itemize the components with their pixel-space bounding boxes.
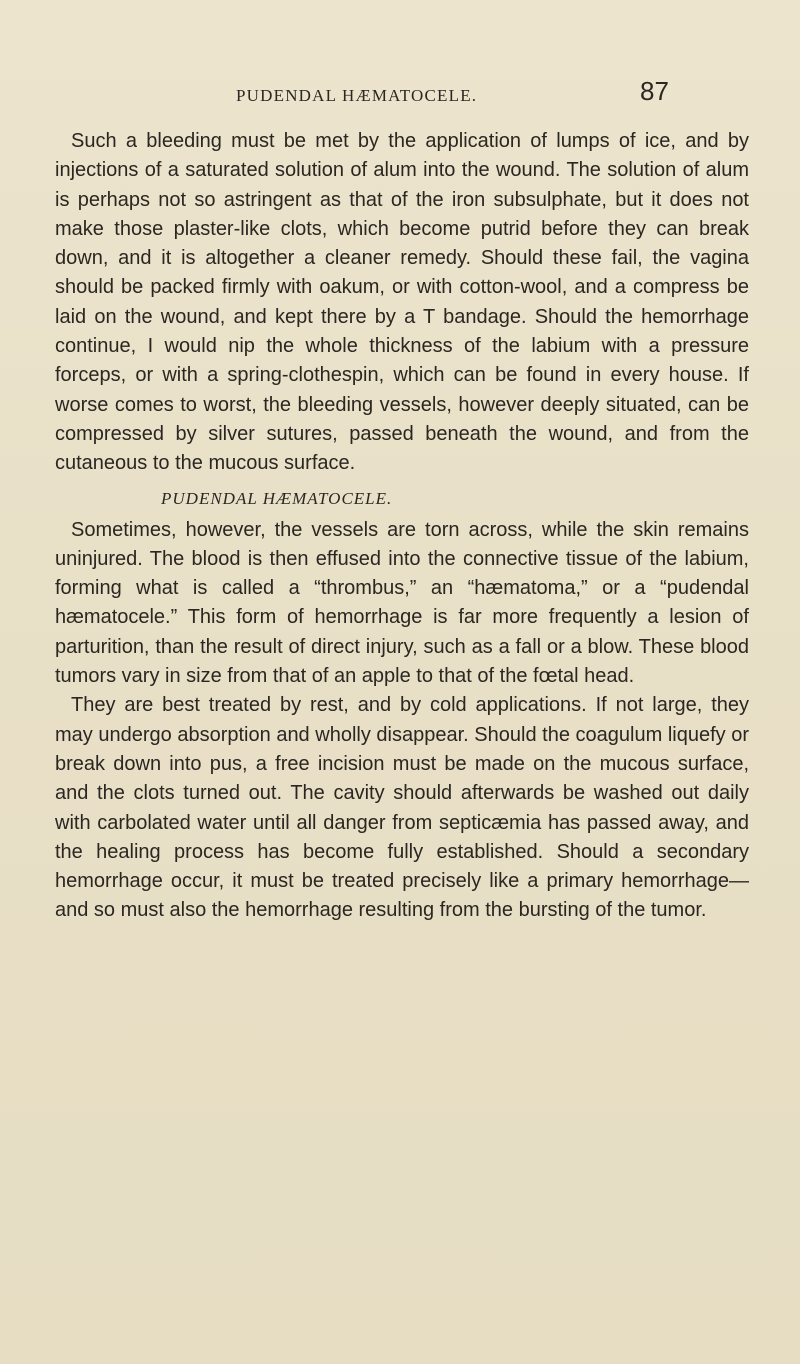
running-head xyxy=(0,76,800,116)
running-title: PUDENDAL HÆMATOCELE. xyxy=(236,86,478,105)
page-number: 87 xyxy=(640,76,669,106)
body-text xyxy=(55,127,749,926)
section-heading: PUDENDAL HÆMATOCELE. xyxy=(161,488,393,508)
paragraph-haematocele-description: Sometimes, however, the vessels are torn across, while the skin remains uninjured. The blood is then effused into the connective tissue of the labium, forming what is called a “thrombus,” an “hæmatoma,” or a “pudendal hæmatocele.” This form of hemorrhage is far more frequently a lesion of parturition, than the result of direct injury, such as a fall or a blow. These blood tumors vary in size from that of an apple to that of the fœtal head. xyxy=(55,518,749,688)
paragraph-bleeding-treatment: Such a bleeding must be met by the application of lumps of ice, and by injections of a saturated solution of alum into the wound. The solution of alum is perhaps not so astringent as that of the iron subsulphate, but it does not make those plaster-like clots, which become putrid before they can break down, and it is altogether a cleaner remedy. Should these fail, the vagina should be packed firmly with oakum, or with cotton-wool, and a compress be laid on the wound, and kept there by a T bandage. Should the hemorrhage continue, I would nip the whole thickness of the labium with a pressure forceps, or with a spring-clothespin, which can be found in every house. If worse comes to worst, the bleeding vessels, however deeply situated, can be compressed by silver sutures, passed beneath the wound, and from the cutaneous to the mucous surface. xyxy=(55,130,749,475)
paragraph-haematocele-treatment: They are best treated by rest, and by cold applications. If not large, they may undergo absorption and wholly disappear. Should the coagulum liquefy or break down into pus, a free incision must be made on the mucous surface, and the clots turned out. The cavity should afterwards be washed out daily with carbolated water until all danger from septicæmia has passed away, and the healing process has become fully established. Should a secondary hemorrhage occur, it must be treated precisely like a primary hemorrhage—and so must also the hemorrhage resulting from the bursting of the tumor. xyxy=(55,694,749,922)
